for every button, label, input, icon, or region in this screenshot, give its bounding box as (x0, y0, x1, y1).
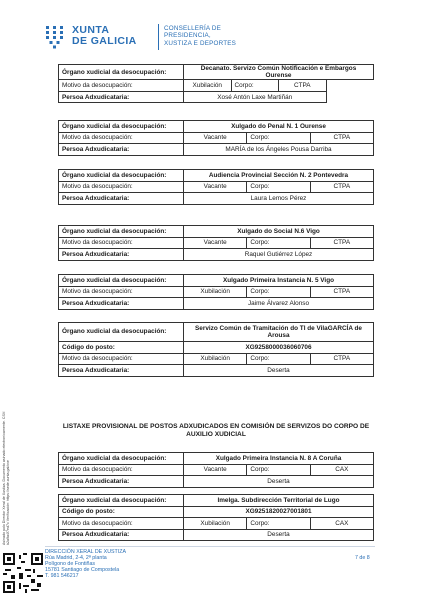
motivo-value: Vacante (184, 181, 247, 193)
label-persoa: Persoa Adxudicataria: (59, 193, 184, 205)
corpo-value: CTPA (310, 353, 373, 365)
department-name: CONSELLERÍA DE PRESIDENCIA, XUSTIZA E DEPORTES (164, 25, 237, 47)
label-organo: Órgano xudicial da desocupación: (59, 65, 184, 80)
label-organo: Órgano xudicial da desocupación: (59, 275, 184, 287)
persoa-value: MARÍA de los Ángeles Pousa Darriba (184, 144, 374, 156)
codigo-value: XG9251820027001801 (184, 506, 374, 518)
signature-side-text: Asinado polo Director Xeral de Xustiza. Documento asinado electronicamente. CSV: b2a9a4f7ed7c Verificación: https://sede.xunta.gal/cve (2, 410, 11, 545)
label-motivo: Motivo da desocupación: (59, 132, 184, 144)
assignment-block (58, 64, 374, 103)
label-persoa: Persoa Adxudicataria: (59, 365, 184, 377)
corpo-value: CTPA (310, 181, 373, 193)
corpo-value: CTPA (310, 132, 373, 144)
organo-value: Decanato. Servizo Común Notificación e Embargos Ourense (184, 65, 374, 80)
label-motivo: Motivo da desocupación: (59, 237, 184, 249)
xunta-logo-text: XUNTA DE GALICIA (72, 24, 137, 47)
motivo-value: Vacante (184, 237, 247, 249)
organo-value: Xulgado do Social N.6 Vigo (184, 226, 374, 238)
label-codigo: Código do posto: (59, 342, 184, 354)
persoa-value: Laura Lemos Pérez (184, 193, 374, 205)
assignment-block (58, 225, 374, 261)
label-codigo: Código do posto: (59, 506, 184, 518)
motivo-value: Xubilación (184, 518, 247, 530)
label-organo: Órgano xudicial da desocupación: (59, 453, 184, 465)
label-motivo: Motivo da desocupación: (59, 353, 184, 365)
corpo-value: CTPA (310, 237, 373, 249)
label-organo: Órgano xudicial da desocupación: (59, 226, 184, 238)
label-persoa: Persoa Adxudicataria: (59, 91, 184, 103)
organo-value: Xulgado Primeira Instancia N. 8 A Coruña (184, 453, 374, 465)
assignment-block (58, 274, 374, 310)
motivo-value: Vacante (184, 464, 247, 476)
persoa-value: Deserta (184, 365, 374, 377)
corpo-value: CTPA (279, 80, 327, 92)
corpo-value: CTPA (310, 286, 373, 298)
motivo-value: Xubilación (184, 80, 232, 92)
assignment-block (58, 322, 374, 377)
label-motivo: Motivo da desocupación: (59, 518, 184, 530)
persoa-value: Jaime Álvarez Alonso (184, 298, 374, 310)
persoa-value: Raquel Gutiérrez López (184, 249, 374, 261)
label-persoa: Persoa Adxudicataria: (59, 298, 184, 310)
qr-code-icon (3, 553, 43, 593)
label-persoa: Persoa Adxudicataria: (59, 529, 184, 541)
assignment-block (58, 452, 374, 488)
organo-value: Xulgado do Penal N. 1 Ourense (184, 121, 374, 133)
label-corpo: Corpo: (231, 80, 279, 92)
organo-value: Servizo Común de Tramitación do TI de VilaGARCÍA de Arousa (184, 323, 374, 342)
motivo-value: Xubilación (184, 286, 247, 298)
label-organo: Órgano xudicial da desocupación: (59, 121, 184, 133)
label-corpo: Corpo: (247, 464, 310, 476)
codigo-value: XG9258000036060706 (184, 342, 374, 354)
label-corpo: Corpo: (247, 237, 310, 249)
label-corpo: Corpo: (247, 181, 310, 193)
label-persoa: Persoa Adxudicataria: (59, 144, 184, 156)
page-number: 7 de 8 (355, 555, 370, 561)
label-corpo: Corpo: (247, 132, 310, 144)
motivo-value: Vacante (184, 132, 247, 144)
label-corpo: Corpo: (247, 518, 310, 530)
xunta-seal-icon (44, 24, 66, 50)
section-title: LISTAXE PROVISIONAL DE POSTOS ADXUDICADOS EN COMISIÓN DE SERVIZOS DO CORPO DE AUXILIO XUDICIAL (62, 423, 370, 438)
label-motivo: Motivo da desocupación: (59, 181, 184, 193)
corpo-value: CAX (310, 518, 373, 530)
footer-address: DIRECCIÓN XERAL DE XUSTIZA Rúa Madrid, 2-4, 2ª planta Polígono de Fontiñas 15781 Santiago de Compostela T. 981 546217 (45, 549, 127, 580)
label-persoa: Persoa Adxudicataria: (59, 476, 184, 488)
label-motivo: Motivo da desocupación: (59, 80, 184, 92)
label-organo: Órgano xudicial da desocupación: (59, 170, 184, 182)
label-motivo: Motivo da desocupación: (59, 286, 184, 298)
persoa-value: Deserta (184, 476, 374, 488)
label-corpo: Corpo: (247, 286, 310, 298)
label-persoa: Persoa Adxudicataria: (59, 249, 184, 261)
footer-divider (45, 546, 375, 547)
label-organo: Órgano xudicial da desocupación: (59, 323, 184, 342)
corpo-value: CAX (310, 464, 373, 476)
page-header (44, 24, 344, 54)
persoa-value: Deserta (184, 529, 374, 541)
label-motivo: Motivo da desocupación: (59, 464, 184, 476)
organo-value: Audiencia Provincial Sección N. 2 Pontevedra (184, 170, 374, 182)
label-organo: Órgano xudicial da desocupación: (59, 495, 184, 507)
organo-value: Imelga. Subdirección Territorial de Lugo (184, 495, 374, 507)
persoa-value: Xosé Antón Laxe Martiñán (184, 91, 327, 103)
label-corpo: Corpo: (247, 353, 310, 365)
logo-separator (158, 24, 159, 50)
organo-value: Xulgado Primeira Instancia N. 5 Vigo (184, 275, 374, 287)
motivo-value: Xubilación (184, 353, 247, 365)
assignment-block (58, 120, 374, 156)
assignment-block (58, 494, 374, 541)
assignment-block (58, 169, 374, 205)
